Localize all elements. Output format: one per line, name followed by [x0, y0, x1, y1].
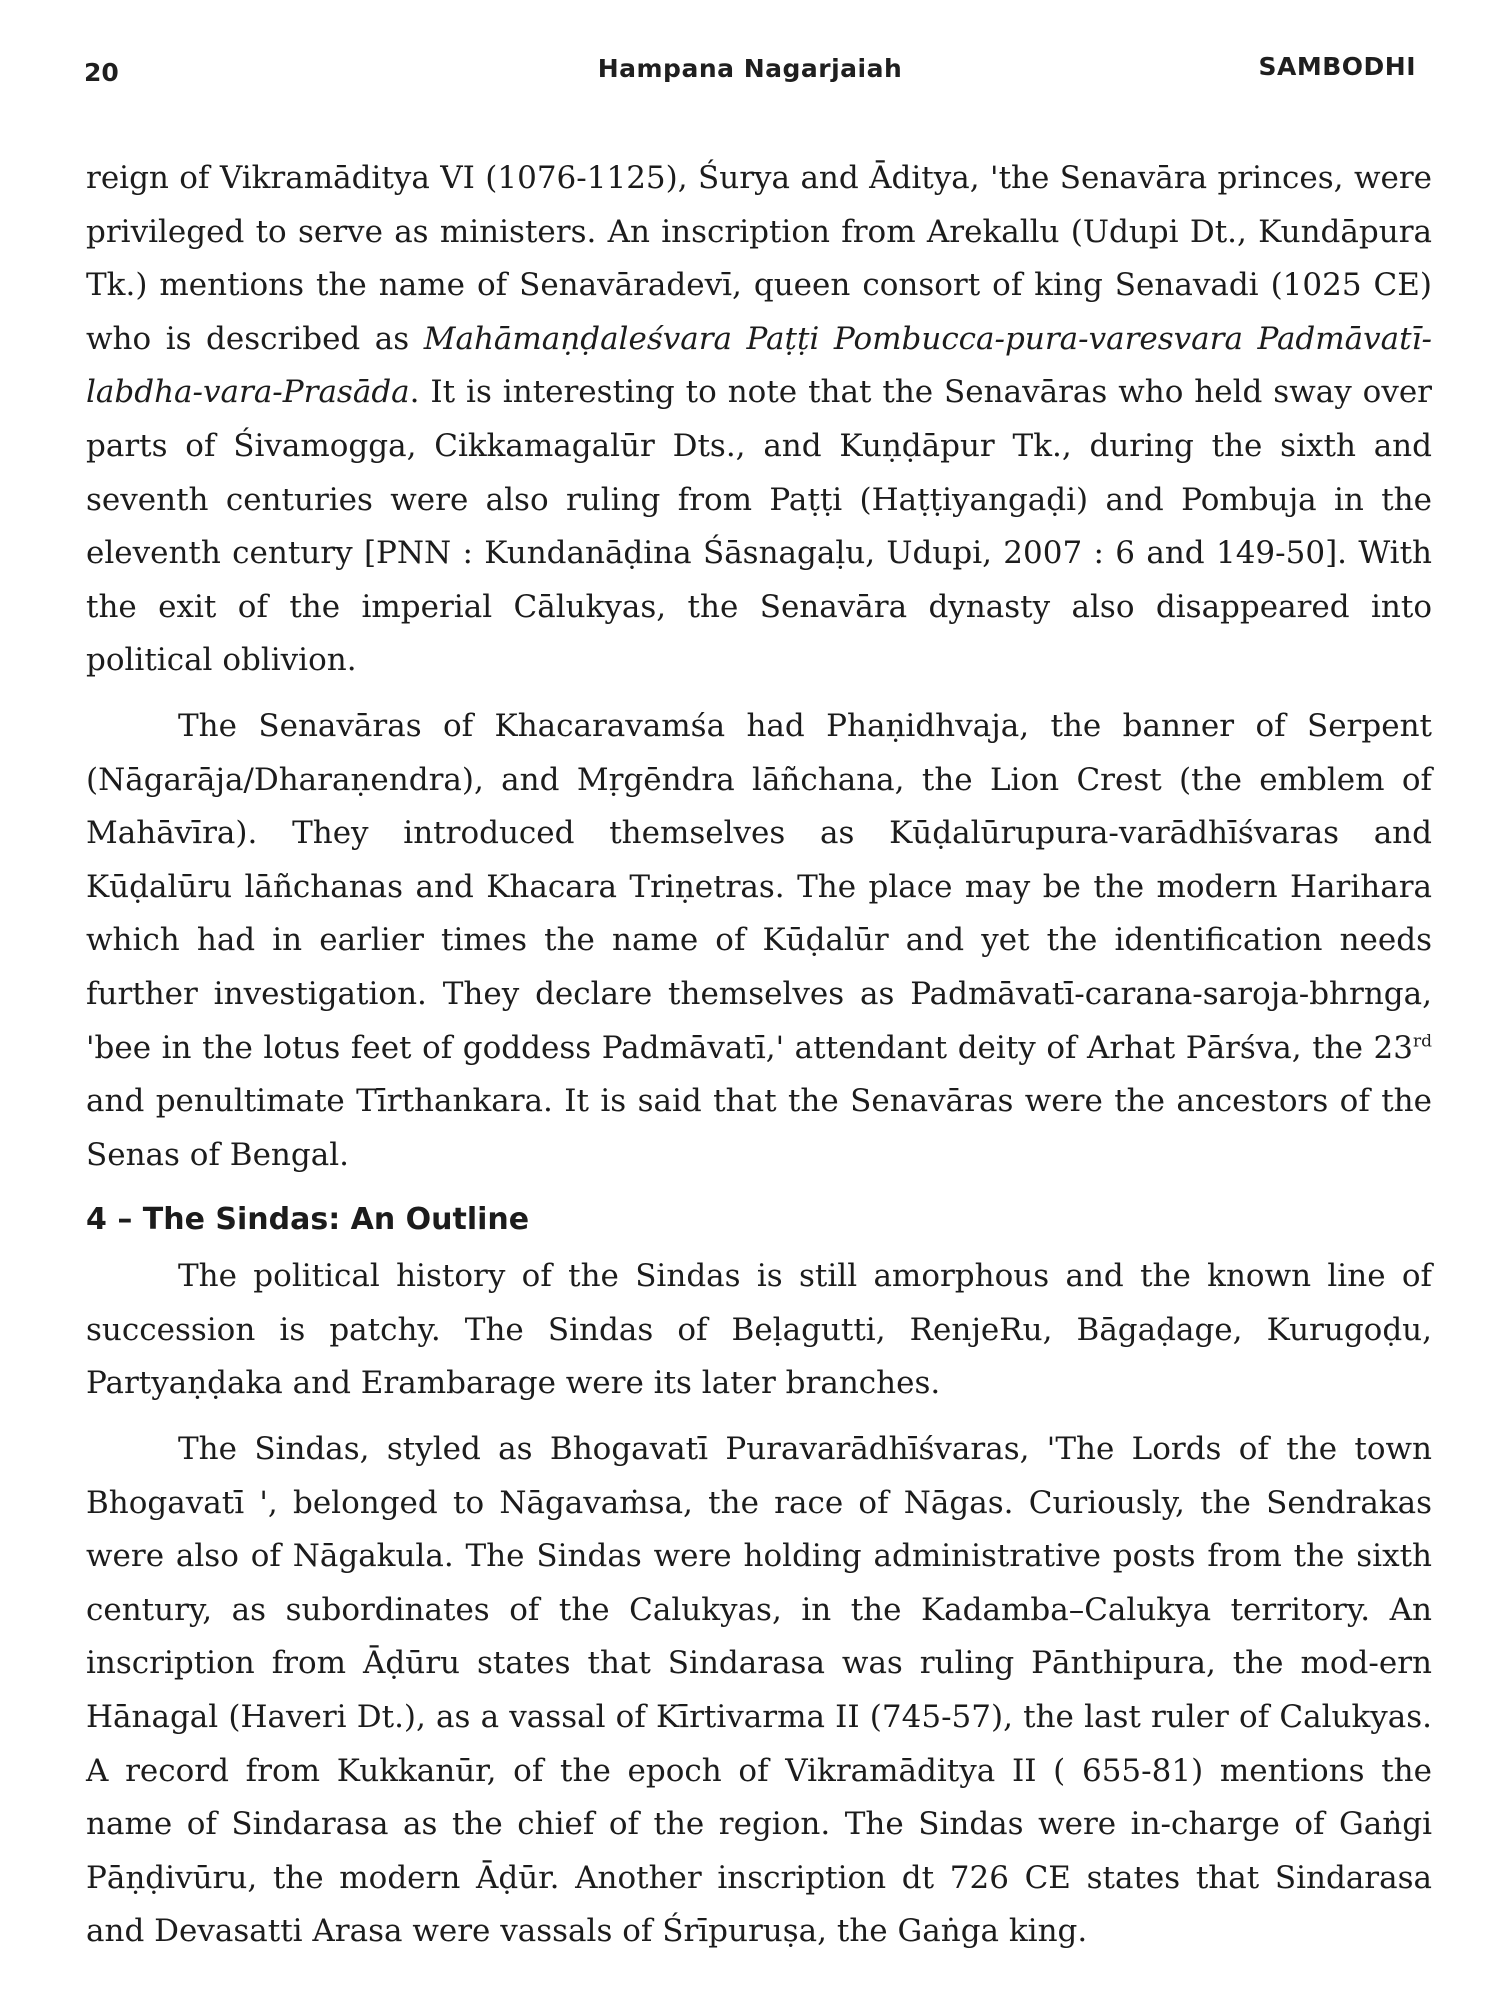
- italic-title-epithet: Mahāmaṇḍaleśvara Paṭṭi Pombucca-pura-varesvara Padmāvatī-labdha-vara-Prasāda: [86, 320, 1432, 411]
- page-body: [86, 152, 1432, 1959]
- paragraph-text: . It is interesting to note that the Senavāras who held sway over parts of Śivamogga, Cikkamagalūr Dts., and Kuṇḍāpur Tk., during the sixth and seventh centuries were also ruling from Paṭṭi (Haṭṭiyangaḍi) and Pombuja in the eleventh century [PNN : Kundanāḍina Śāsnagaḷu, Udupi, 2007 : 6 and 149-50]. With the exit of the imperial Cālukyas, the Senavāra dynasty also disappeared into political oblivion.: [86, 374, 1432, 679]
- ordinal-suffix: rd: [1412, 1031, 1432, 1052]
- running-head-author: Hampana Nagarjaiah: [597, 54, 903, 83]
- paragraph-text: The Senavāras of Khacaravamśa had Phaṇidhvaja, the banner of Serpent (Nāgarāja/Dharaṇendra), and Mṛgēndra lāñchana, the Lion Crest (the emblem of Mahāvīra). They introduced themselves as Kūḍalūrupura-varādhīśvaras and Kūḍalūru lāñchanas and Khacara Triṇetras. The place may be the modern Harihara which had in earlier times the name of Kūḍalūr and yet the identification needs further investigation. They declare themselves as Padmāvatī-carana-saroja-bhrnga, 'bee in the lotus feet of goddess Padmāvatī,' attendant deity of Arhat Pārśva, the 23: [86, 707, 1432, 1066]
- paragraph-text: and penultimate Tīrthankara. It is said that the Senavāras were the ancestors of the Senas of Bengal.: [86, 1083, 1432, 1173]
- page-number: 20: [84, 58, 119, 87]
- paragraph-senavara-ministers: [86, 152, 1432, 688]
- running-head: [84, 52, 1416, 92]
- paragraph-sindas-history: The political history of the Sindas is still amorphous and the known line of succession is patchy. The Sindas of Beḷagutti, RenjeRu, Bāgaḍage, Kurugoḍu, Partyaṇḍaka and Erambarage were its later branches.: [86, 1258, 1432, 1402]
- running-head-journal: SAMBODHI: [1258, 52, 1416, 81]
- paragraph-text: reign of Vikramāditya VI (1076-1125), Śurya and Āditya, 'the Senavāra princes, were privileged to serve as ministers. An inscription from Arekallu (Udupi Dt., Kundāpura Tk.) mentions the name of Senavāradevī, queen consort of king Senavadi (1025 CE) who is described as: [86, 160, 1432, 357]
- paragraph-senavara-emblems: [86, 700, 1432, 1182]
- section-heading: 4 – The Sindas: An Outline: [86, 1202, 530, 1238]
- paragraph-sindas-origin: The Sindas, styled as Bhogavatī Puravarādhīśvaras, 'The Lords of the town Bhogavatī ', belonged to Nāgavaṁsa, the race of Nāgas. Curiously, the Sendrakas were also of Nāgakula. The Sindas were holding administrative posts from the sixth century, as subordinates of the Calukyas, in the Kadamba–Calukya territory. An inscription from Āḍūru states that Sindarasa was ruling Pānthipura, the mod-ern Hānagal (Haveri Dt.), as a vassal of Kīrtivarma II (745-57), the last ruler of Calukyas. A record from Kukkanūr, of the epoch of Vikramāditya II ( 655-81) mentions the name of Sindarasa as the chief of the region. The Sindas were in-charge of Gaṅgi Pāṇḍivūru, the modern Āḍūr. Another inscription dt 726 CE states that Sindarasa and Devasatti Arasa were vassals of Śrīpuruṣa, the Gaṅga king.: [86, 1431, 1432, 1950]
